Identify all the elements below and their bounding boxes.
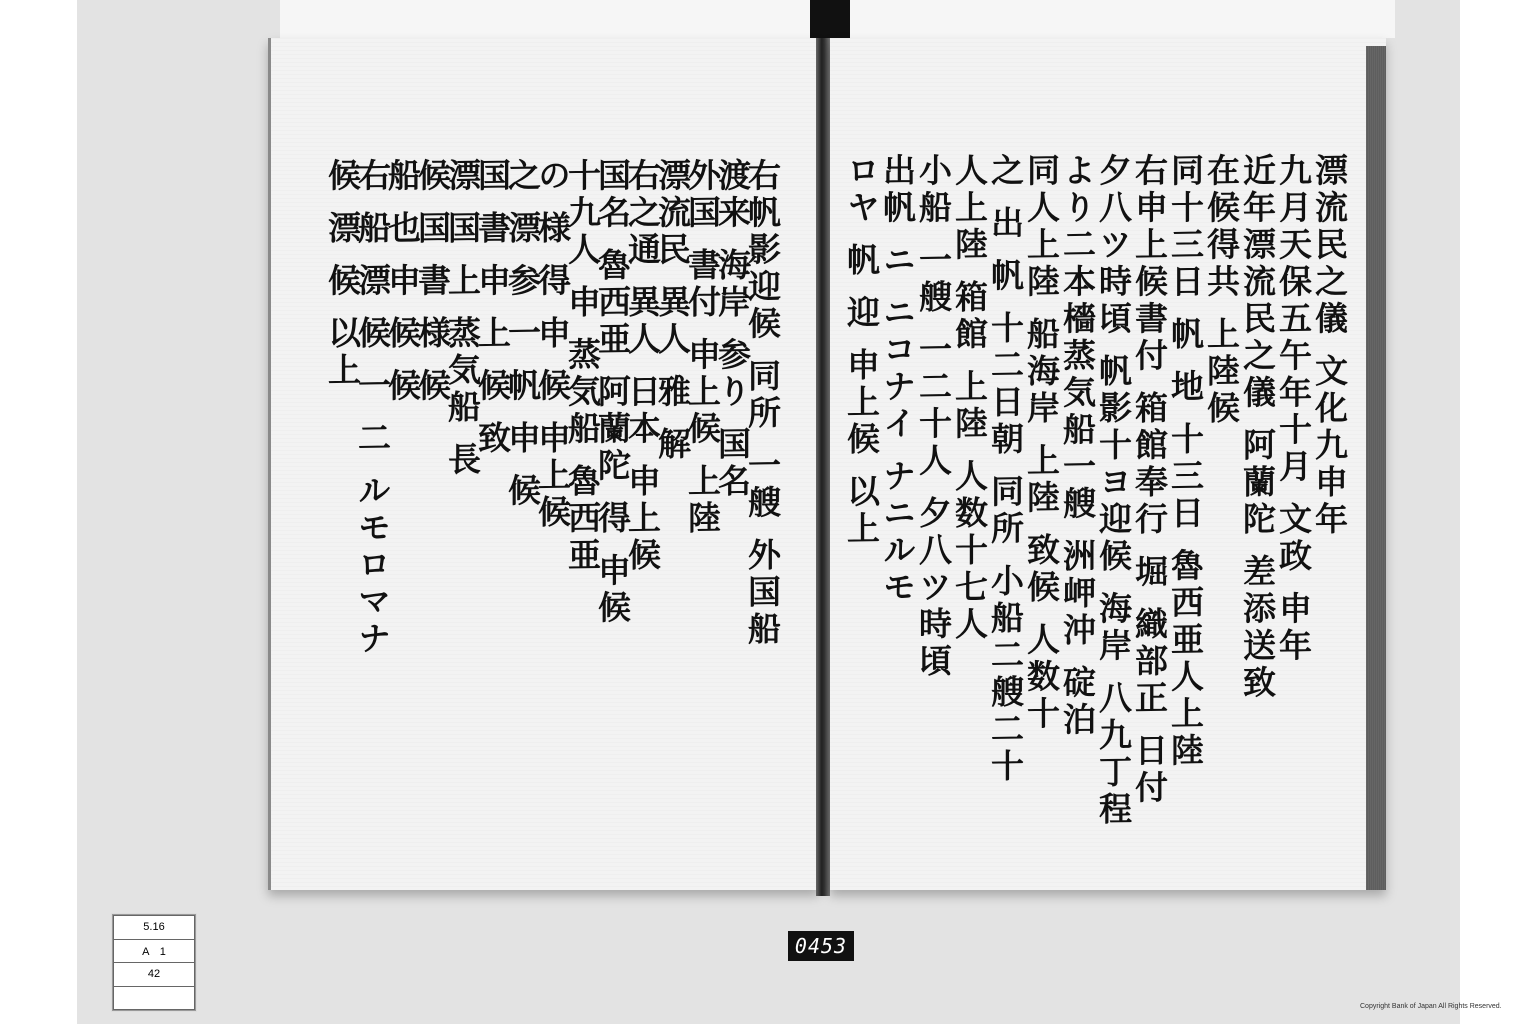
text-column: 漂流民之儀 文化九申年 [1310,152,1349,539]
text-column: 夕八ツ時頃 帆影十ヨ迎候 海岸 八九丁程 [1094,152,1133,829]
text-column: 右申上候書付 箱館奉行 堀 織部正 日付 [1130,152,1169,808]
text-column: 近年漂流民之儀 阿蘭陀 差添送致 [1238,152,1277,703]
under-page-left [280,0,810,38]
right-page [830,38,1386,890]
text-column: 人上陸 箱館 上陸 人数十七人 [950,152,989,644]
label-row: 5.16 [114,916,195,940]
under-spine [810,0,850,38]
text-column: 同十三日 帆 地 十三日 魯西亜人上陸 [1166,152,1205,771]
label-row: A 1 [114,939,195,963]
text-column: 九月天保五午年十月 文政 申年 [1274,152,1313,666]
text-column: の 様 得 申 候 申上候 [533,157,572,532]
text-column: 船 也 申 候 候 [383,157,422,406]
book-gutter [816,38,830,896]
page-edge [1366,46,1386,890]
label-row [114,986,195,1010]
copyright-notice: Copyright Bank of Japan All Rights Reserved. [1360,1003,1502,1010]
text-column: 出帆 ニ ニコナイ ナニルモ [878,152,917,607]
text-column: 右 船 漂 候 一 二 ルモロマナ [353,157,392,659]
catalog-label-card [112,914,196,1011]
text-column: 同人上陸 船海岸 上陸 致候 人数十 [1022,152,1061,734]
frame-number: 0453 [788,931,854,961]
text-column: 渡来 海岸 参り 国名 [713,157,752,501]
text-column: 外国 書付 申上候 上陸 [683,157,722,538]
text-column: 之 漂 参 一 帆 申 候 [503,157,542,511]
text-column: 漂 国 上 蒸気船 長 [443,157,482,480]
text-column: 小船 一艘 一二十人 夕八ツ時頃 [914,152,953,681]
text-column: より二本檣蒸気船一艘 洲岬沖 碇泊 [1058,152,1097,740]
text-column: 十九人 申 蒸気船 魯西亜 [563,157,602,575]
text-column: 国名 魯西亜 阿蘭陀 得 申候 [593,157,632,628]
text-column: ロヤ 帆 迎 申上候 以上 [842,152,881,549]
text-column: 国 書 申 上 候 致 [473,157,512,458]
under-page-right [850,0,1395,38]
text-column: 候 国 書 様 候 [413,157,452,406]
open-book [268,38,1408,896]
text-column: 在候得共 上陸候 [1202,152,1241,428]
text-column: 之 出 帆 十二日朝 同所 小船二艘二十 [986,152,1025,786]
left-page [268,38,819,890]
text-column: 右帆影迎候 同所 一艘 外国船 [743,157,782,649]
text-column: 候 漂 候 以上 [323,157,362,390]
text-column: 漂流民 異人 雅 解 [653,157,692,464]
label-row: 42 [114,963,195,987]
text-column: 右之通 異人 日本 申上候 [623,157,662,575]
